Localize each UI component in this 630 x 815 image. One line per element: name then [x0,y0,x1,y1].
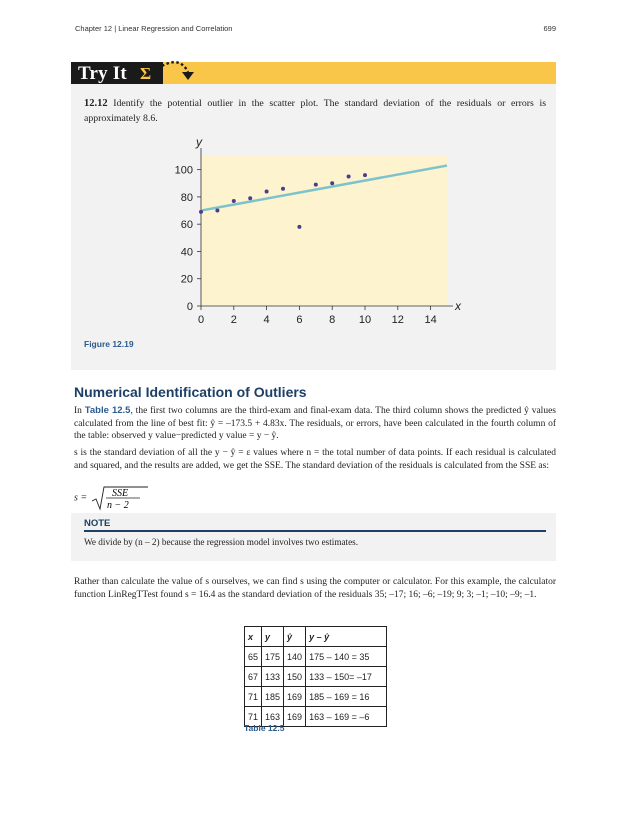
table-cell: 163 – 169 = –6 [306,707,387,727]
note-title: NOTE [84,518,111,529]
plot-background [201,156,447,306]
table-cell: 140 [284,647,306,667]
page-header [75,24,556,33]
data-point [232,199,236,203]
x-tick-label: 8 [329,314,336,326]
table-cell: 133 – 150= –17 [306,667,387,687]
table-cell: 185 – 169 = 16 [306,687,387,707]
table-row [245,647,387,667]
x-tick-label: 2 [230,314,237,326]
radical-sign [90,485,150,511]
paragraph-1 [74,405,556,443]
problem-text [84,96,546,126]
formula-lhs: s = [74,492,88,504]
sigma-icon: Σ [140,64,152,83]
x-axis-label: x [455,299,461,313]
data-point [265,189,269,193]
data-point [281,187,285,191]
formula-denominator: n − 2 [106,500,129,511]
x-tick-label: 10 [358,314,372,326]
formula [74,485,150,511]
x-tick-label: 12 [391,314,404,326]
col-header-yhat: ŷ [284,627,306,647]
table-cell: 163 [262,707,284,727]
arrow-icon [158,56,198,84]
note-text: We divide by (n – 2) because the regression model involves two estimates. [84,537,359,547]
x-tick-label: 4 [263,314,270,326]
problem-number: 12.12 [84,98,108,109]
y-tick-label: 100 [174,164,193,177]
table-row [245,667,387,687]
chapter-title: Chapter 12 | Linear Regression and Correlation [75,24,233,33]
data-point [330,181,334,185]
formula-numerator: SSE [111,488,128,499]
table-cell: 71 [245,707,262,727]
try-it-label: Try It [78,63,127,84]
table-caption: Table 12.5 [244,723,285,733]
figure-caption: Figure 12.19 [84,339,134,349]
problem-body: Identify the potential outlier in the scatter plot. The standard deviation of the residuals or errors is approximately 8.6. [84,98,547,124]
y-tick-label: 20 [180,273,193,286]
table-cell: 133 [262,667,284,687]
table-row [245,687,387,707]
table-cell: 169 [284,707,306,727]
data-point [215,209,219,213]
paragraph-3: Rather than calculate the value of s ourselves, we can find s using the computer or calculator. For this example, the calculator function LinRegTTest found s = 16.4 as the standard deviation of the residuals 35; –17; 16; –6; –19; 9; 3; –1; –10; –9; –1. [74,577,556,600]
table-cell: 169 [284,687,306,707]
data-point [199,210,203,214]
table-cell: 65 [245,647,262,667]
data-point [297,225,301,229]
table-cell: 175 [262,647,284,667]
para1-pre: In [74,406,85,416]
note-divider [84,530,546,532]
col-header-x: x [245,627,262,647]
para1-post: , the first two columns are the third-exam and final-exam data. The third column shows the predicted ŷ values calculated from the line of best fit: ŷ = –173.5 + 4.83x. The residuals, or errors, have been calculated in the fourth column of the table: observed y value−predicted y value = y − ŷ. [74,406,556,441]
table-cell: 150 [284,667,306,687]
page-number: 699 [543,24,556,33]
data-point [347,174,351,178]
table-header-row [245,627,387,647]
y-tick-label: 40 [180,246,193,259]
table-link[interactable]: Table 12.5 [84,405,131,416]
table-cell: 185 [262,687,284,707]
y-tick-label: 80 [180,191,193,204]
residuals-table [244,626,387,727]
table-cell: 67 [245,667,262,687]
y-axis-label: y [196,135,202,149]
data-point [314,183,318,187]
table-cell: 175 – 140 = 35 [306,647,387,667]
scatter-plot [150,130,470,340]
paragraph-2: s is the standard deviation of all the y − ŷ = ε values where n = the total number of data points. If each residual is calculated and squared, and the results are added, we get the SSE. The standard deviation of the residuals is calculated from the SSE as: [74,448,556,471]
col-header-residual: y – ŷ [306,627,387,647]
table-cell: 71 [245,687,262,707]
x-tick-label: 0 [197,314,205,326]
data-point [248,196,252,200]
data-point [363,173,367,177]
x-tick-label: 14 [424,314,437,326]
x-tick-label: 6 [296,314,303,326]
y-tick-label: 0 [186,301,193,313]
col-header-y: y [262,627,284,647]
y-tick-label: 60 [180,219,193,232]
section-title: Numerical Identification of Outliers [74,384,307,400]
